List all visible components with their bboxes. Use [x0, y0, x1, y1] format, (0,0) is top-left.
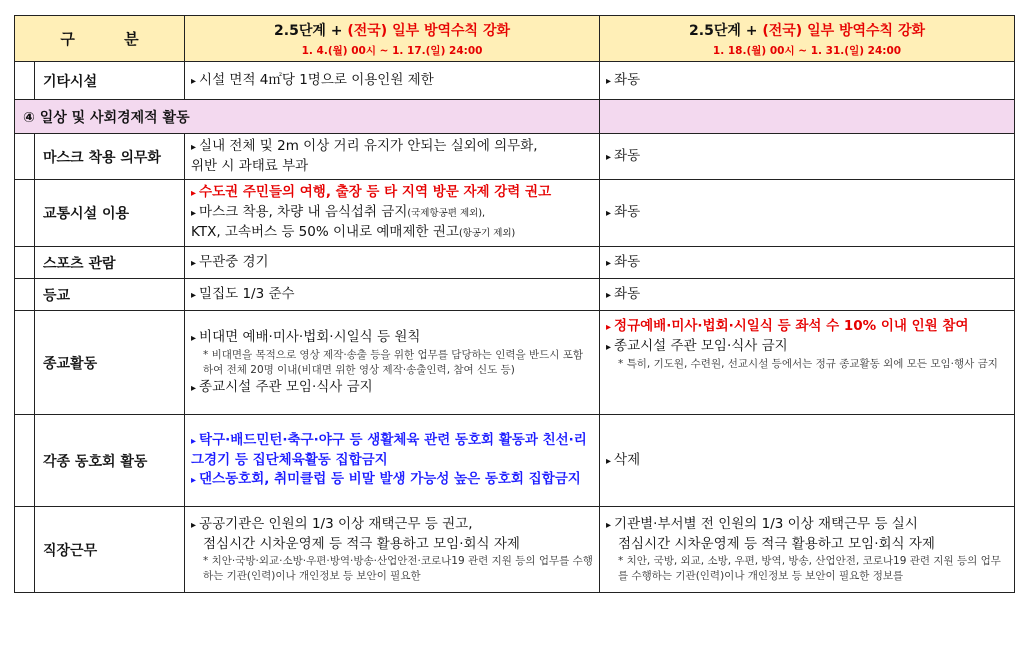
note-text: * 비대면을 목적으로 영상 제작·송출 등을 위한 업무를 담당하는 인력을 반드시 포함하여 전체 20명 이내(비대면 위한 영상 제작·송출인력, 참여 신도 등): [203, 348, 584, 376]
row-col1: [185, 507, 600, 593]
row-label: 등교: [35, 279, 185, 311]
row-col2: [600, 180, 1015, 247]
row-col1: [185, 134, 600, 180]
row-transport: [15, 180, 1015, 247]
header-col2-red: (전국) 일부 방역수칙 강화: [762, 22, 926, 39]
indent-cell: [15, 134, 35, 180]
indent-cell: [15, 180, 35, 247]
text-small: (국제항공편 제외),: [407, 208, 486, 219]
row-col1: [185, 62, 600, 100]
row-etc-facility: [15, 62, 1015, 100]
row-col2: [600, 247, 1015, 279]
row-work: [15, 507, 1015, 593]
bullet-text: ▸ 밀집도 1/3 준수: [191, 285, 593, 305]
header-col2: [600, 16, 1015, 62]
measures-table: [14, 15, 1015, 593]
bullet-text: ▸ 비대면 예배·미사·법회·시일식 등 원칙: [191, 328, 593, 348]
bullet-text: ▸ 무관중 경기: [191, 253, 593, 273]
header-col1-period: 1. 4.(월) 00시 ~ 1. 17.(일) 24:00: [301, 44, 483, 57]
indent-cell: [15, 507, 35, 593]
continuation-text: [191, 224, 515, 240]
row-col1: [185, 279, 600, 311]
row-label: 교통시설 이용: [35, 180, 185, 247]
continuation-text: 점심시간 시차운영제 등 적극 활용하고 모임·회식 자제: [203, 536, 520, 552]
row-label: 종교활동: [35, 311, 185, 415]
bullet-text: ▸ 시설 면적 4㎡당 1명으로 이용인원 제한: [191, 71, 593, 91]
header-col1-red: (전국) 일부 방역수칙 강화: [347, 22, 511, 39]
text-main: KTX, 고속버스 등 50% 이내로 예매제한 권고: [191, 224, 459, 240]
text-small: (항공기 제외): [458, 228, 516, 239]
bullet-text: ▸ 좌동: [606, 71, 1008, 91]
bullet-text: ▸ 삭제: [606, 451, 1008, 471]
row-clubs: [15, 415, 1015, 507]
row-religion: [15, 311, 1015, 415]
section-label: ④ 일상 및 사회경제적 활동: [23, 109, 190, 126]
note-text: * 특히, 기도원, 수련원, 선교시설 등에서는 정규 종교활동 외에 모든 모임·행사 금지: [618, 358, 998, 370]
row-col2: [600, 507, 1015, 593]
section-row: [15, 100, 1015, 134]
header-row: [15, 16, 1015, 62]
note-text: * 치안·국방·외교·소방·우편·방역·방송·산업안전·코로나19 관련 지원 등의 업무를 수행하는 기관(인력)이나 개인정보 등 보안이 필요한: [203, 555, 593, 582]
row-col2: [600, 311, 1015, 415]
text-main: 마스크 착용, 차량 내 음식섭취 금지: [199, 204, 408, 220]
row-col1: [185, 311, 600, 415]
indent-cell: [15, 247, 35, 279]
bullet-text-red: ▸ 수도권 주민들의 여행, 출장 등 타 지역 방문 자제 강력 권고: [191, 183, 593, 203]
row-school: [15, 279, 1015, 311]
bullet-text: ▸ 좌동: [606, 253, 1008, 273]
row-label: 직장근무: [35, 507, 185, 593]
row-col1: [185, 247, 600, 279]
bullet-text: ▸ 종교시설 주관 모임·식사 금지: [606, 337, 1008, 357]
row-col1: [185, 180, 600, 247]
row-label: 기타시설: [35, 62, 185, 100]
row-label: 마스크 착용 의무화: [35, 134, 185, 180]
section-empty-cell: [600, 100, 1015, 134]
row-col1: [185, 415, 600, 507]
header-col2-prefix: 2.5단계 +: [689, 22, 763, 39]
row-mask: [15, 134, 1015, 180]
bullet-text-blue: ▸ 탁구·배드민턴·축구·야구 등 생활체육 관련 동호회 활동과 친선·리그경기 등 집단체육활동 집합금지: [191, 431, 593, 470]
bullet-text: ▸ 공공기관은 인원의 1/3 이상 재택근무 등 권고,: [191, 515, 593, 535]
indent-cell: [15, 415, 35, 507]
row-col2: [600, 134, 1015, 180]
bullet-text-red: ▸ 정규예배·미사·법회·시일식 등 좌석 수 10% 이내 인원 참여: [606, 317, 1008, 337]
section-label-cell: [15, 100, 600, 134]
bullet-text: ▸ 좌동: [606, 203, 1008, 223]
header-gubun: 구 분: [15, 16, 185, 62]
indent-cell: [15, 62, 35, 100]
header-col1-prefix: 2.5단계 +: [274, 22, 348, 39]
continuation-text: 위반 시 과태료 부과: [191, 158, 309, 174]
bullet-text: ▸ 실내 전체 및 2m 이상 거리 유지가 안되는 실외에 의무화,: [191, 137, 593, 157]
row-col2: [600, 279, 1015, 311]
continuation-text: 점심시간 시차운영제 등 적극 활용하고 모임·회식 자제: [618, 536, 935, 552]
row-label: 각종 동호회 활동: [35, 415, 185, 507]
bullet-text: ▸ 좌동: [606, 285, 1008, 305]
header-col1: [185, 16, 600, 62]
header-col2-period: 1. 18.(월) 00시 ~ 1. 31.(일) 24:00: [712, 44, 902, 57]
indent-cell: [15, 311, 35, 415]
bullet-text: ▸ 종교시설 주관 모임·식사 금지: [191, 378, 593, 398]
row-col2: [600, 415, 1015, 507]
bullet-text-blue: ▸ 댄스동호회, 취미클럽 등 비말 발생 가능성 높은 동호회 집합금지: [191, 470, 593, 490]
row-col2: [600, 62, 1015, 100]
row-label: 스포츠 관람: [35, 247, 185, 279]
indent-cell: [15, 279, 35, 311]
bullet-text: [191, 203, 593, 223]
row-sports: [15, 247, 1015, 279]
bullet-text: ▸ 기관별·부서별 전 인원의 1/3 이상 재택근무 등 실시: [606, 515, 1008, 535]
note-text: * 치안, 국방, 외교, 소방, 우편, 방역, 방송, 산업안전, 코로나19 관련 지원 등의 업무를 수행하는 기관(인력)이나 개인정보 등 보안이 필요한 정보를: [618, 555, 1001, 582]
bullet-text: ▸ 좌동: [606, 147, 1008, 167]
